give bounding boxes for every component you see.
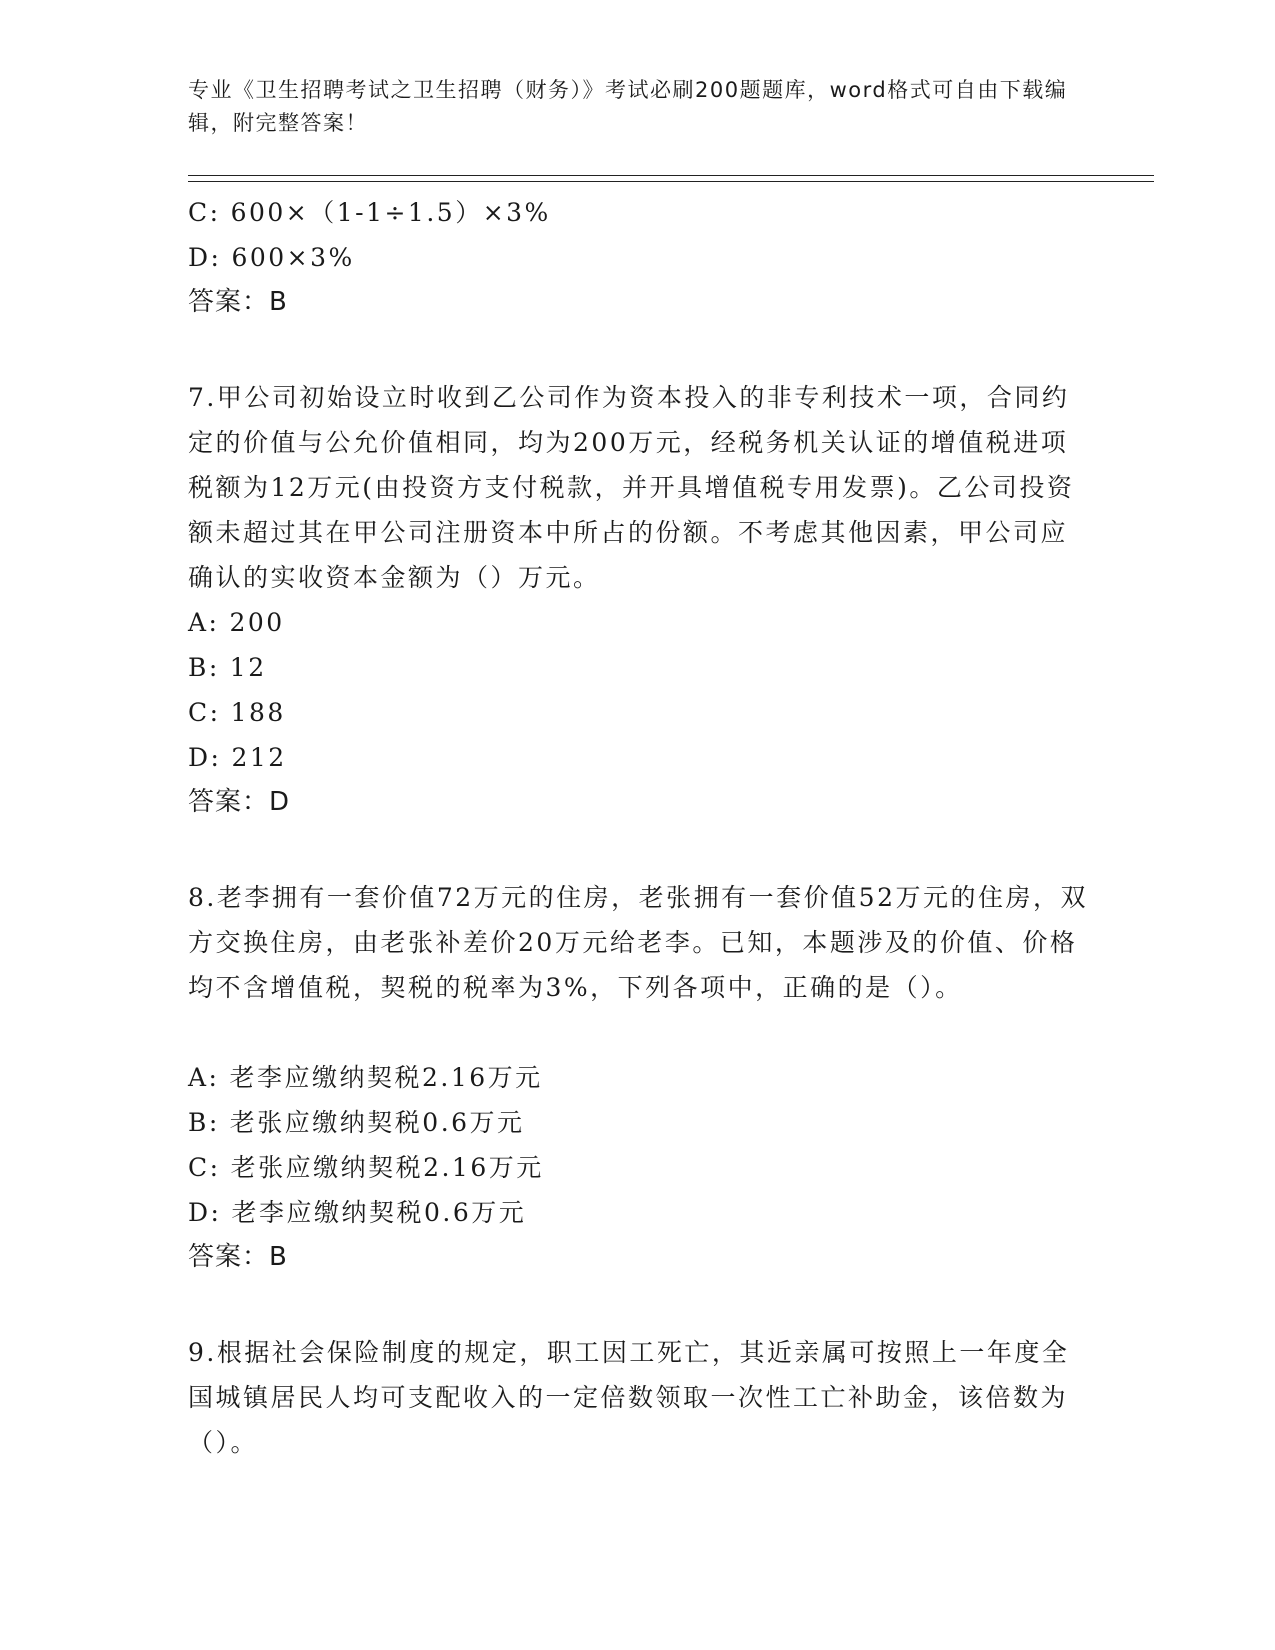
answer-line: 答案：B — [188, 287, 288, 317]
option-prefix: D: — [188, 1198, 222, 1227]
option-prefix: B: — [188, 653, 220, 682]
option-text: 12 — [229, 653, 267, 682]
option-d — [188, 735, 1088, 780]
option-a — [188, 600, 1088, 645]
option-a — [188, 1055, 1088, 1100]
question-9-stem: 9.根据社会保险制度的规定，职工因工死亡，其近亲属可按照上一年度全国城镇居民人均可支配收入的一定倍数领取一次性工亡补助金，该倍数为（）。 — [188, 1338, 1070, 1457]
option-prefix: D: — [188, 743, 222, 772]
question-7-stem: 7.甲公司初始设立时收到乙公司作为资本投入的非专利技术一项，合同约定的价值与公允价值相同，均为200万元，经税务机关认证的增值税进项税额为12万元(由投资方支付税款，并开具增值税专用发票)。乙公司投资额未超过其在甲公司注册资本中所占的份额。不考虑其他因素，甲公司应确认的实收资本金额为（）万元。 — [188, 383, 1075, 592]
option-prefix: D: — [188, 243, 222, 272]
option-text: 600×（1-1÷1.5）×3% — [230, 198, 551, 227]
option-prefix: B: — [188, 1108, 220, 1137]
option-c — [188, 690, 1088, 735]
option-text: 老李应缴纳契税2.16万元 — [229, 1063, 543, 1092]
option-text: 老张应缴纳契税0.6万元 — [229, 1108, 525, 1137]
question-8-stem: 8.老李拥有一套价值72万元的住房，老张拥有一套价值52万元的住房，双方交换住房，由老张补差价20万元给老李。已知，本题涉及的价值、价格均不含增值税，契税的税率为3%，下列各项中，正确的是（）。 — [188, 883, 1088, 1002]
option-prefix: C: — [188, 198, 221, 227]
header-divider-top — [188, 175, 1154, 176]
option-c — [188, 1145, 1088, 1190]
option-text: 老李应缴纳契税0.6万元 — [231, 1198, 527, 1227]
option-b — [188, 1100, 1088, 1145]
option-c — [188, 190, 1088, 235]
option-text: 188 — [230, 698, 286, 727]
header-divider-bottom — [188, 181, 1154, 182]
option-prefix: A: — [188, 608, 220, 637]
page-header: 专业《卫生招聘考试之卫生招聘（财务）》考试必刷200题题库，word格式可自由下载编辑，附完整答案！ — [188, 78, 1068, 135]
option-text: 老张应缴纳契税2.16万元 — [230, 1153, 544, 1182]
option-text: 600×3% — [231, 243, 355, 272]
option-b — [188, 645, 1088, 690]
option-d — [188, 1190, 1088, 1235]
option-text: 200 — [229, 608, 285, 637]
option-text: 212 — [231, 743, 287, 772]
option-d — [188, 235, 1088, 280]
answer-line: 答案：D — [188, 787, 291, 817]
option-prefix: C: — [188, 1153, 221, 1182]
option-prefix: A: — [188, 1063, 220, 1092]
document-body — [188, 190, 1088, 1465]
option-prefix: C: — [188, 698, 221, 727]
answer-line: 答案：B — [188, 1242, 288, 1272]
